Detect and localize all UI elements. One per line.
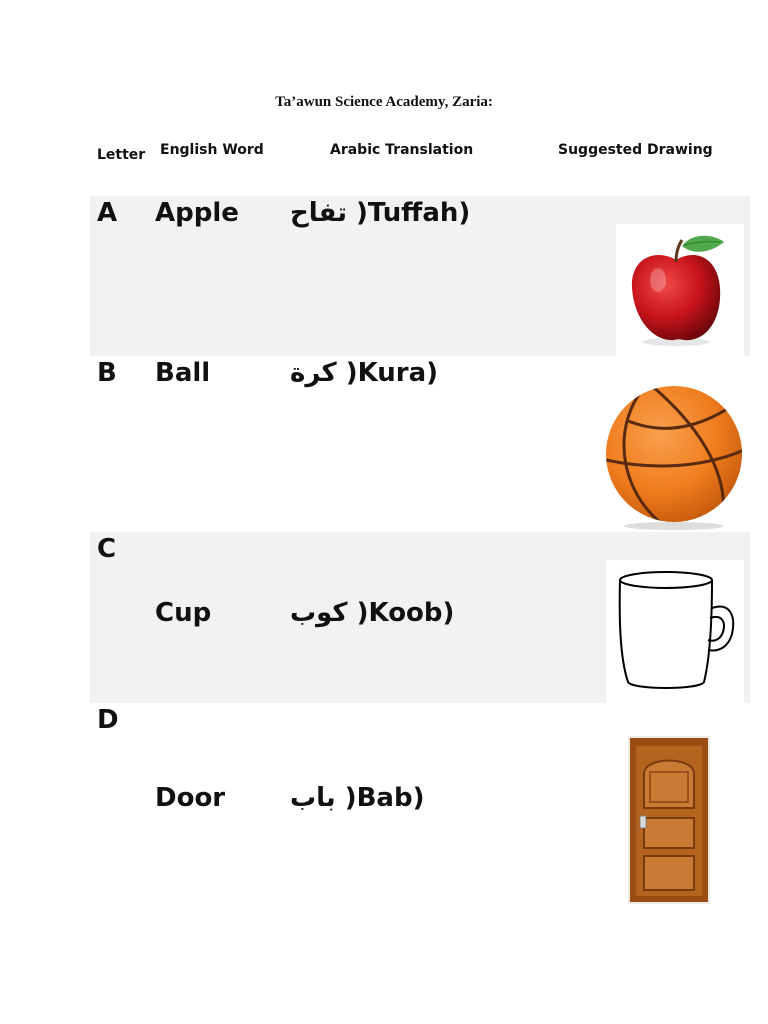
row-english-word: Cup (155, 598, 212, 628)
cup-picture (606, 560, 744, 703)
row-arabic-translation: تفاح )Tuffah) (290, 198, 471, 228)
basketball-picture (602, 380, 746, 532)
row-letter: C (97, 534, 117, 564)
header-letter: Letter (97, 147, 146, 163)
door-picture (628, 736, 710, 904)
row-english-word: Ball (155, 358, 211, 388)
row-english-word: Door (155, 783, 226, 813)
header-arabic-translation: Arabic Translation (330, 142, 474, 158)
row-arabic-translation: باب )Bab) (290, 783, 425, 813)
row-english-word: Apple (155, 198, 239, 228)
table-row (90, 532, 750, 703)
row-arabic-translation: كرة )Kura) (290, 358, 439, 388)
row-letter: B (97, 358, 117, 388)
table-row (90, 356, 750, 532)
header-suggested-drawing: Suggested Drawing (558, 142, 713, 158)
row-letter: D (97, 705, 119, 735)
row-arabic-translation: كوب )Koob) (290, 598, 455, 628)
document-title: Ta’awun Science Academy, Zaria: (275, 94, 493, 110)
table-row (90, 196, 750, 356)
apple-picture (616, 224, 744, 356)
table-row (90, 703, 750, 908)
header-english-word: English Word (160, 142, 264, 158)
row-letter: A (97, 198, 118, 228)
